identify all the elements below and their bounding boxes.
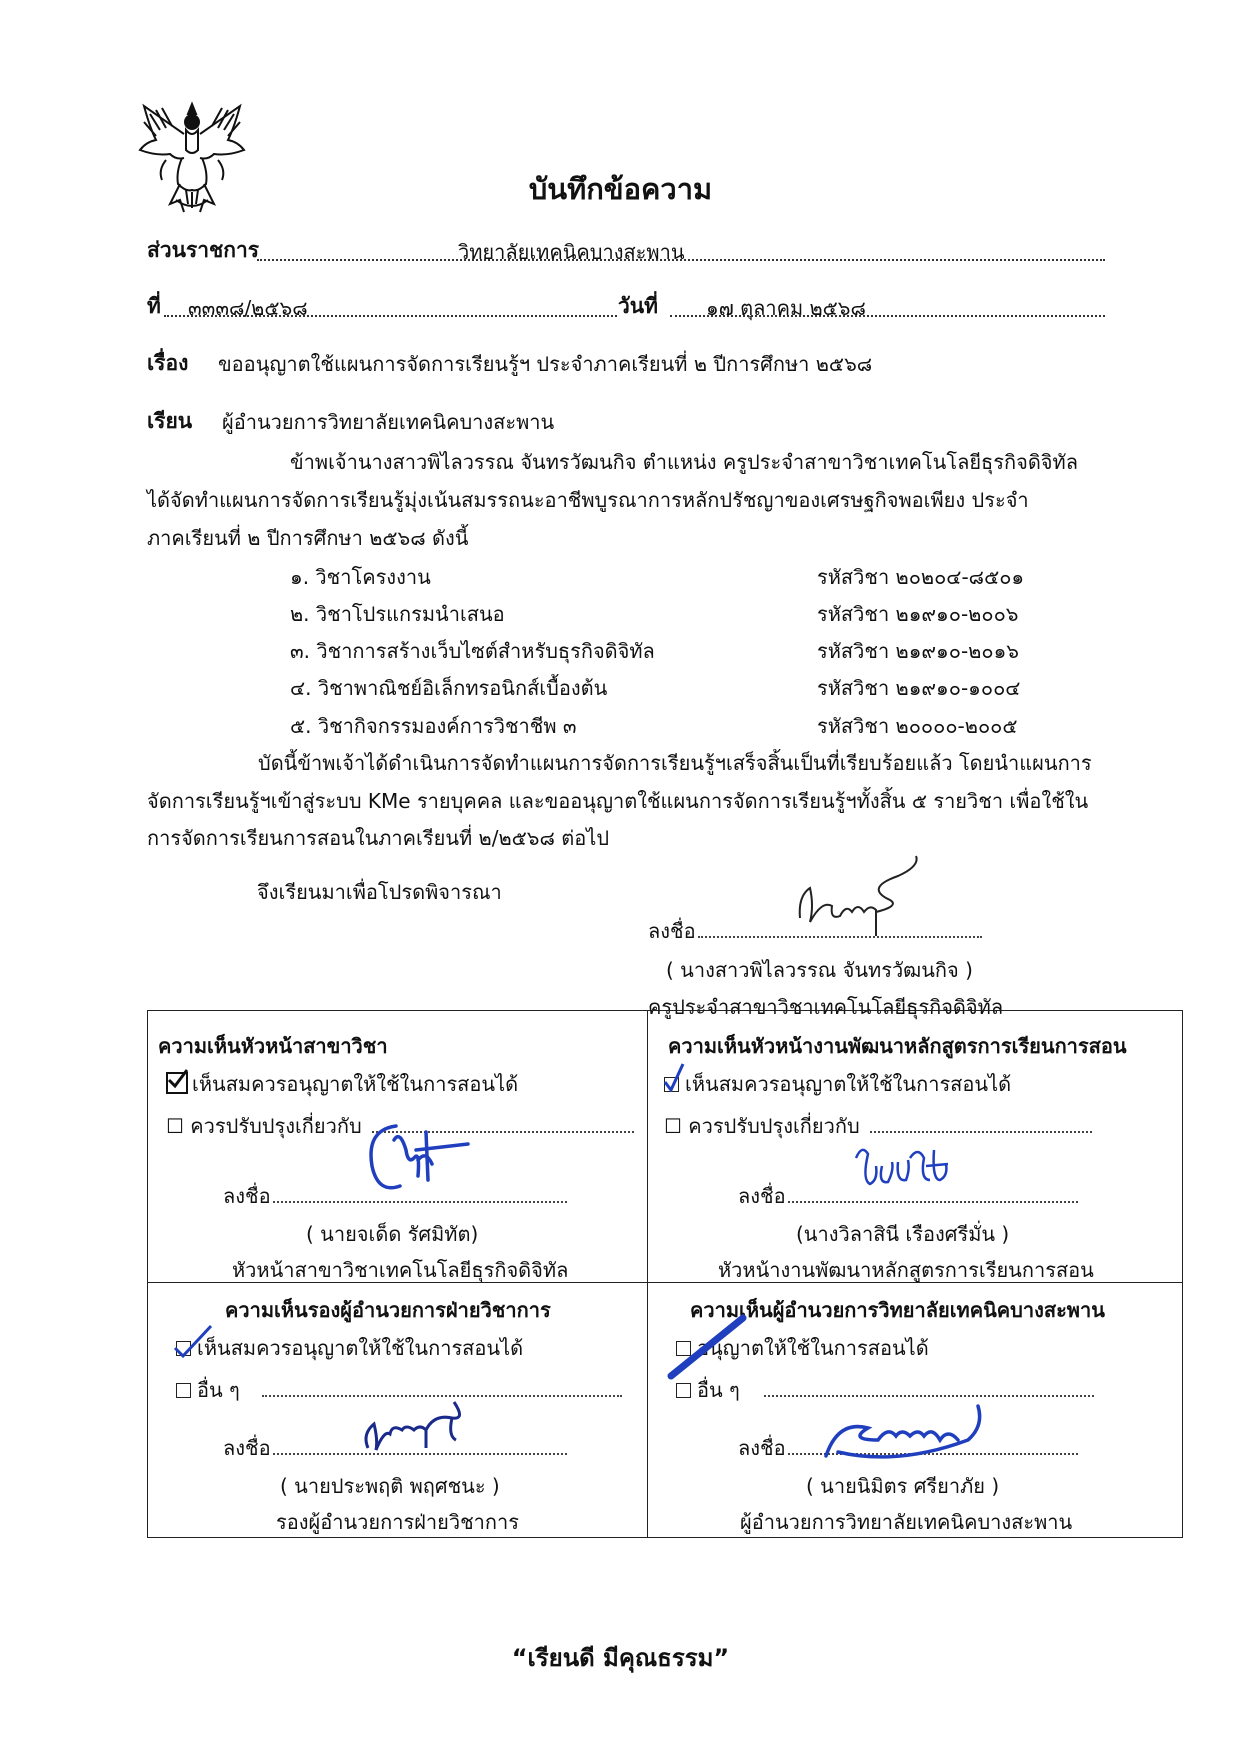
director-name: ( นายนิมิตร ศรียาภัย ) (806, 1474, 1000, 1498)
para1-line3: ภาคเรียนที่ ๒ ปีการศึกษา ๒๕๖๘ ดังนี้ (147, 526, 469, 550)
curriculum-option1 (664, 1068, 1011, 1100)
deputy-title: ความเห็นรองผู้อำนวยการฝ่ายวิชาการ (225, 1298, 551, 1322)
signer-signature (780, 848, 950, 948)
deputy-option1 (176, 1332, 523, 1364)
curriculum-option2-line (870, 1131, 1092, 1133)
deputy-option1-label: เห็นสมควรอนุญาตให้ใช้ในการสอนได้ (197, 1336, 524, 1360)
head-dept-title: ความเห็นหัวหน้าสาขาวิชา (158, 1034, 388, 1058)
subject-item-code: รหัสวิชา ๒๑๙๑๐-๑๐๐๔ (817, 676, 1021, 700)
deputy-option2-label: อื่น ๆ (197, 1378, 240, 1402)
subject-value: ขออนุญาตใช้แผนการจัดการเรียนรู้ฯ ประจำภาคเรียนที่ ๒ ปีการศึกษา ๒๕๖๘ (218, 352, 873, 376)
director-option2-label: อื่น ๆ (697, 1378, 740, 1402)
para1-line2: ได้จัดทำแผนการจัดการเรียนรู้มุ่งเน้นสมรรถนะอาชีพบูรณาการหลักปรัชญาของเศรษฐกิจพอเพียง ประจำ (147, 488, 1029, 512)
document-title: บันทึกข้อความ (528, 172, 713, 206)
checked-checkbox[interactable] (166, 1072, 188, 1094)
unchecked-checkbox[interactable] (676, 1383, 691, 1398)
to-value: ผู้อำนวยการวิทยาลัยเทคนิคบางสะพาน (222, 410, 555, 434)
head-dept-sign-line (273, 1201, 567, 1203)
subject-label: เรื่อง (147, 351, 189, 375)
signer-name: ( นางสาวพิไลวรรณ จันทรวัฒนกิจ ) (666, 958, 973, 982)
footer-motto: “เรียนดี มีคุณธรรม” (511, 1644, 730, 1672)
head-dept-option1-label: เห็นสมควรอนุญาตให้ใช้ในการสอนได้ (192, 1072, 519, 1096)
checked-checkbox[interactable] (676, 1341, 691, 1356)
subject-item-code: รหัสวิชา ๒๐๒๐๔-๘๕๐๑ (817, 565, 1025, 589)
subject-item-name: ๑. วิชาโครงงาน (290, 565, 431, 589)
subject-item-name: ๕. วิชากิจกรรมองค์การวิชาชีพ ๓ (290, 714, 577, 738)
para2-line2: จัดการเรียนรู้ฯเข้าสู่ระบบ KMe รายบุคคล และขออนุญาตใช้แผนการจัดการเรียนรู้ฯทั้งสิ้น ๕ รายวิชา เพื่อใช้ใน (147, 789, 1089, 813)
date-value: ๑๗ ตุลาคม ๒๕๖๘ (706, 296, 866, 320)
curriculum-option2: ☐ ควรปรับปรุงเกี่ยวกับ (664, 1114, 860, 1138)
subject-item-code: รหัสวิชา ๒๑๙๑๐-๒๐๑๖ (817, 639, 1019, 663)
approvals-divider-vertical (647, 1010, 648, 1538)
subject-item-name: ๔. วิชาพาณิชย์อิเล็กทรอนิกส์เบื้องต้น (290, 676, 608, 700)
head-dept-name: ( นายจเด็ด รัศมิทัต) (306, 1222, 479, 1246)
agency-label: ส่วนราชการ (147, 238, 260, 262)
head-dept-option2: ☐ ควรปรับปรุงเกี่ยวกับ (166, 1114, 362, 1138)
curriculum-sign-label: ลงชื่อ (738, 1184, 786, 1208)
unchecked-checkbox[interactable] (176, 1383, 191, 1398)
curriculum-option1-label: เห็นสมควรอนุญาตให้ใช้ในการสอนได้ (685, 1072, 1012, 1096)
para2-line3: การจัดการเรียนการสอนในภาคเรียนที่ ๒/๒๕๖๘ ต่อไป (147, 826, 610, 850)
checked-checkbox[interactable] (176, 1341, 191, 1356)
checked-checkbox[interactable] (664, 1077, 679, 1092)
curriculum-sign-line (788, 1201, 1078, 1203)
subject-item-code: รหัสวิชา ๒๐๐๐๐-๒๐๐๕ (817, 714, 1018, 738)
ref-value: ๓๓๓๘/๒๕๖๘ (188, 296, 308, 320)
deputy-name: ( นายประพฤติ พฤศชนะ ) (280, 1474, 500, 1498)
deputy-sign-label: ลงชื่อ (223, 1436, 271, 1460)
closing-text: จึงเรียนมาเพื่อโปรดพิจารณา (257, 880, 502, 904)
to-label: เรียน (147, 409, 193, 433)
director-position: ผู้อำนวยการวิทยาลัยเทคนิคบางสะพาน (740, 1510, 1073, 1534)
head-dept-signature (360, 1120, 480, 1200)
director-option2-line (764, 1395, 1094, 1397)
date-label: วันที่ (618, 294, 658, 318)
curriculum-title: ความเห็นหัวหน้างานพัฒนาหลักสูตรการเรียนการสอน (668, 1034, 1127, 1058)
ref-label: ที่ (147, 294, 161, 318)
subject-item-name: ๓. วิชาการสร้างเว็บไซต์สำหรับธุรกิจดิจิทัล (290, 639, 655, 663)
curriculum-signature (848, 1140, 958, 1200)
signer-sign-label: ลงชื่อ (648, 919, 696, 943)
deputy-option2 (176, 1374, 240, 1406)
para2-line1: บัดนี้ข้าพเจ้าได้ดำเนินการจัดทำแผนการจัดการเรียนรู้ฯเสร็จสิ้นเป็นที่เรียบร้อยแล้ว โดยนำแผนการ (258, 751, 1092, 775)
head-dept-option1 (166, 1068, 518, 1100)
signer-position: ครูประจำสาขาวิชาเทคโนโลยีธุรกิจดิจิทัล (648, 995, 1004, 1019)
subject-item-name: ๒. วิชาโปรแกรมนำเสนอ (290, 602, 505, 626)
director-sign-label: ลงชื่อ (738, 1436, 786, 1460)
director-option1 (676, 1332, 929, 1364)
director-option2 (676, 1374, 740, 1406)
agency-value: วิทยาลัยเทคนิคบางสะพาน (458, 240, 685, 264)
head-dept-position: หัวหน้าสาขาวิชาเทคโนโลยีธุรกิจดิจิทัล (232, 1258, 569, 1282)
deputy-signature (356, 1390, 476, 1460)
director-title: ความเห็นผู้อำนวยการวิทยาลัยเทคนิคบางสะพาน (690, 1298, 1105, 1322)
head-dept-sign-label: ลงชื่อ (223, 1184, 271, 1208)
para1-line1: ข้าพเจ้านางสาวพิไลวรรณ จันทรวัฒนกิจ ตำแหน่ง ครูประจำสาขาวิชาเทคโนโลยีธุรกิจดิจิทัล (290, 450, 1078, 474)
subject-item-code: รหัสวิชา ๒๑๙๑๐-๒๐๐๖ (817, 602, 1019, 626)
director-option1-label: อนุญาตให้ใช้ในการสอนได้ (697, 1336, 929, 1360)
curriculum-position: หัวหน้างานพัฒนาหลักสูตรการเรียนการสอน (718, 1258, 1094, 1282)
curriculum-name: (นางวิลาสินี เรืองศรีมั่น ) (796, 1222, 1010, 1246)
director-signature (818, 1400, 998, 1470)
deputy-position: รองผู้อำนวยการฝ่ายวิชาการ (276, 1510, 519, 1534)
